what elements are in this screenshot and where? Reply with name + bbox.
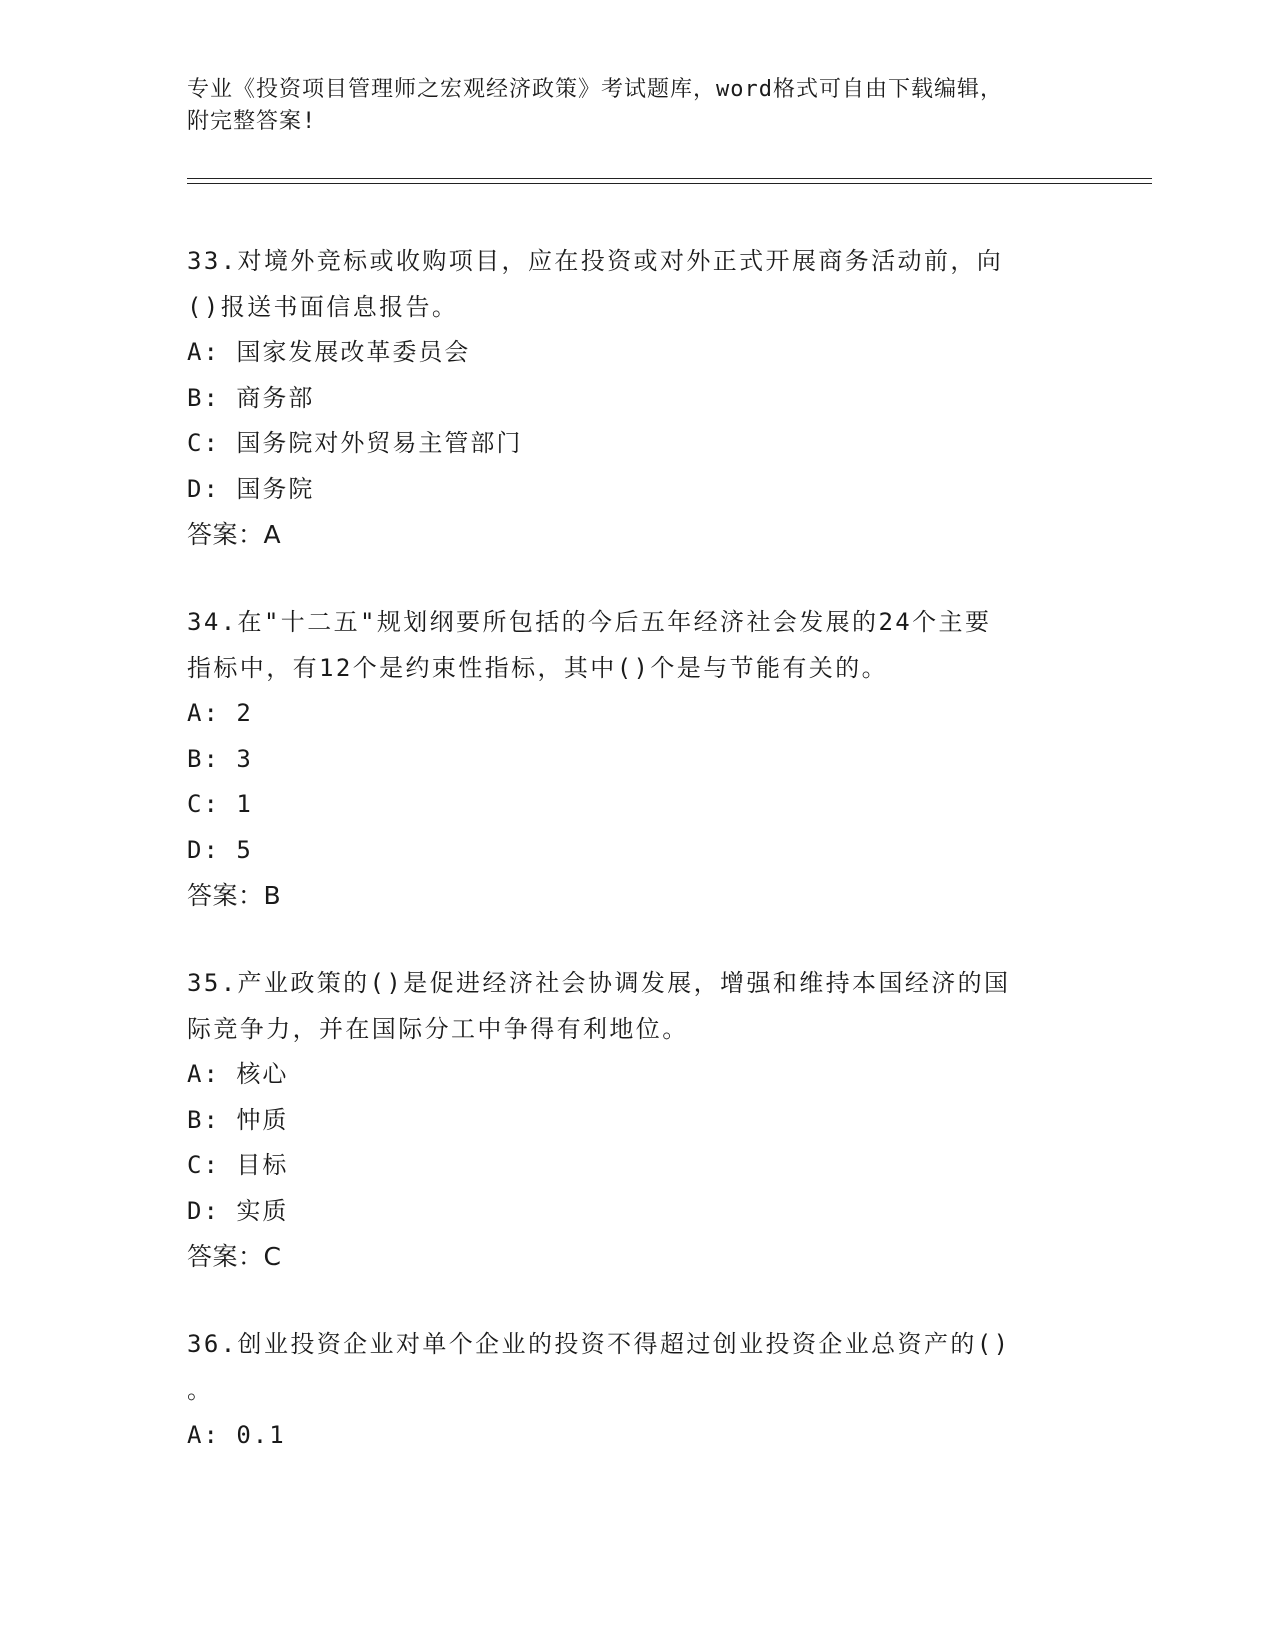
- option-d: [187, 828, 1077, 874]
- question-35: [187, 960, 1077, 1280]
- option-a: [187, 1052, 1077, 1098]
- option-label: A:: [187, 699, 220, 727]
- option-label: A:: [187, 338, 220, 366]
- option-text: 国务院: [236, 474, 315, 503]
- option-a: [187, 330, 1077, 376]
- option-text: 忡质: [236, 1105, 289, 1134]
- question-34: [187, 599, 1077, 919]
- option-label: D:: [187, 1196, 220, 1225]
- option-label: D:: [187, 474, 220, 503]
- header-line-1: 专业《投资项目管理师之宏观经济政策》考试题库，word格式可自由下载编辑，: [187, 77, 1003, 102]
- header-divider-top: [187, 178, 1152, 179]
- option-label: B:: [187, 1105, 220, 1134]
- document-header: [187, 74, 1067, 138]
- option-d: [187, 467, 1077, 513]
- answer-line: 答案：A: [187, 520, 282, 549]
- option-text: 实质: [236, 1196, 289, 1225]
- option-c: [187, 782, 1077, 828]
- option-text: 目标: [236, 1151, 289, 1179]
- option-text: 0.1: [236, 1421, 286, 1449]
- option-label: B:: [187, 383, 220, 412]
- option-label: A:: [187, 1421, 220, 1449]
- answer-line: 答案：B: [187, 881, 282, 910]
- answer-line: 答案：C: [187, 1242, 282, 1271]
- option-b: [187, 376, 1077, 422]
- option-text: 5: [236, 835, 253, 864]
- option-label: C:: [187, 790, 220, 818]
- question-stem-line-2: 。: [187, 1376, 214, 1404]
- question-list: [187, 238, 1077, 1500]
- option-text: 国务院对外贸易主管部门: [236, 429, 523, 457]
- option-text: 3: [236, 744, 253, 773]
- option-label: C:: [187, 429, 220, 457]
- question-stem-line-1: 34.在"十二五"规划纲要所包括的今后五年经济社会发展的24个主要: [187, 608, 992, 636]
- option-text: 2: [236, 699, 253, 727]
- option-b: [187, 737, 1077, 783]
- option-label: A:: [187, 1060, 220, 1088]
- header-divider-bottom: [187, 183, 1152, 184]
- header-line-2: 附完整答案!: [187, 109, 317, 134]
- option-label: D:: [187, 835, 220, 864]
- option-a: [187, 691, 1077, 737]
- question-stem-line-1: 33.对境外竞标或收购项目，应在投资或对外正式开展商务活动前，向: [187, 247, 1004, 275]
- question-36: [187, 1321, 1077, 1459]
- option-d: [187, 1189, 1077, 1235]
- option-label: C:: [187, 1151, 220, 1179]
- question-stem-line-2: 际竞争力，并在国际分工中争得有利地位。: [187, 1015, 689, 1043]
- option-a: [187, 1413, 1077, 1459]
- option-c: [187, 1143, 1077, 1189]
- question-stem-line-2: 指标中，有12个是约束性指标，其中()个是与节能有关的。: [187, 654, 888, 682]
- question-stem-line-2: ()报送书面信息报告。: [187, 293, 459, 321]
- option-text: 核心: [236, 1060, 289, 1088]
- question-33: [187, 238, 1077, 558]
- question-stem-line-1: 35.产业政策的()是促进经济社会协调发展，增强和维持本国经济的国: [187, 969, 1011, 997]
- option-text: 商务部: [236, 383, 315, 412]
- question-stem-line-1: 36.创业投资企业对单个企业的投资不得超过创业投资企业总资产的(): [187, 1330, 1011, 1358]
- option-label: B:: [187, 744, 220, 773]
- option-b: [187, 1098, 1077, 1144]
- option-text: 1: [236, 790, 253, 818]
- option-text: 国家发展改革委员会: [236, 338, 471, 366]
- option-c: [187, 421, 1077, 467]
